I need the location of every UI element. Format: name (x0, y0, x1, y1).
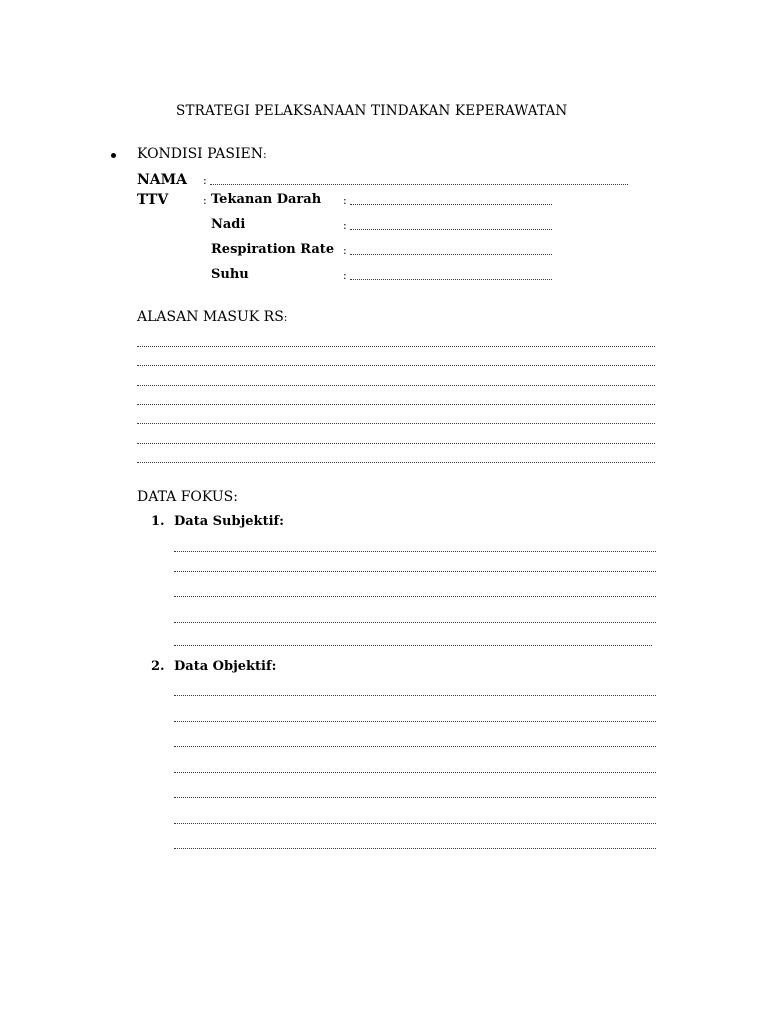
vital-label-suhu: Suhu (211, 267, 249, 282)
subjektif-number: 1. (151, 514, 165, 529)
data-fokus-heading: DATA FOKUS: (137, 489, 238, 505)
page-title: STRATEGI PELAKSANAAN TINDAKAN KEPERAWATAN (176, 103, 568, 119)
alasan-line[interactable] (137, 404, 655, 405)
ttv-label: TTV (137, 192, 169, 208)
vital-colon: : (343, 219, 347, 232)
alasan-line[interactable] (137, 423, 655, 424)
alasan-line[interactable] (137, 443, 655, 444)
nama-colon: : (203, 174, 207, 187)
vital-colon: : (343, 194, 347, 207)
ttv-colon: : (203, 194, 207, 207)
objektif-label: Data Objektif: (174, 659, 277, 674)
objektif-number: 2. (151, 659, 165, 674)
vital-field-suhu[interactable] (350, 279, 552, 280)
alasan-line[interactable] (137, 385, 655, 386)
vital-field-respiration-rate[interactable] (350, 254, 552, 255)
vital-label-tekanan-darah: Tekanan Darah (211, 192, 322, 207)
kondisi-colon: : (262, 148, 267, 161)
vital-field-tekanan-darah[interactable] (350, 204, 552, 205)
alasan-label: ALASAN MASUK RS (137, 309, 284, 325)
objektif-line[interactable] (174, 721, 656, 722)
subjektif-line[interactable] (174, 645, 652, 646)
subjektif-line[interactable] (174, 551, 656, 552)
objektif-line[interactable] (174, 848, 656, 849)
subjektif-line[interactable] (174, 622, 656, 623)
subjektif-label: Data Subjektif: (174, 514, 284, 529)
bullet-icon (111, 153, 116, 158)
objektif-line[interactable] (174, 823, 656, 824)
vital-colon: : (343, 269, 347, 282)
kondisi-heading (137, 146, 267, 162)
alasan-line[interactable] (137, 365, 655, 366)
subjektif-line[interactable] (174, 596, 656, 597)
objektif-line[interactable] (174, 746, 656, 747)
objektif-line[interactable] (174, 797, 656, 798)
kondisi-label: KONDISI PASIEN (137, 146, 263, 162)
vital-field-nadi[interactable] (350, 229, 552, 230)
nama-label: NAMA (137, 172, 188, 188)
alasan-heading (137, 309, 288, 325)
nama-field[interactable] (210, 184, 628, 185)
objektif-line[interactable] (174, 772, 656, 773)
vital-label-nadi: Nadi (211, 217, 246, 232)
objektif-line[interactable] (174, 695, 656, 696)
vital-label-respiration-rate: Respiration Rate (211, 242, 335, 257)
alasan-colon: : (283, 311, 288, 324)
alasan-line[interactable] (137, 462, 655, 463)
vital-colon: : (343, 244, 347, 257)
alasan-line[interactable] (137, 346, 655, 347)
subjektif-line[interactable] (174, 571, 656, 572)
